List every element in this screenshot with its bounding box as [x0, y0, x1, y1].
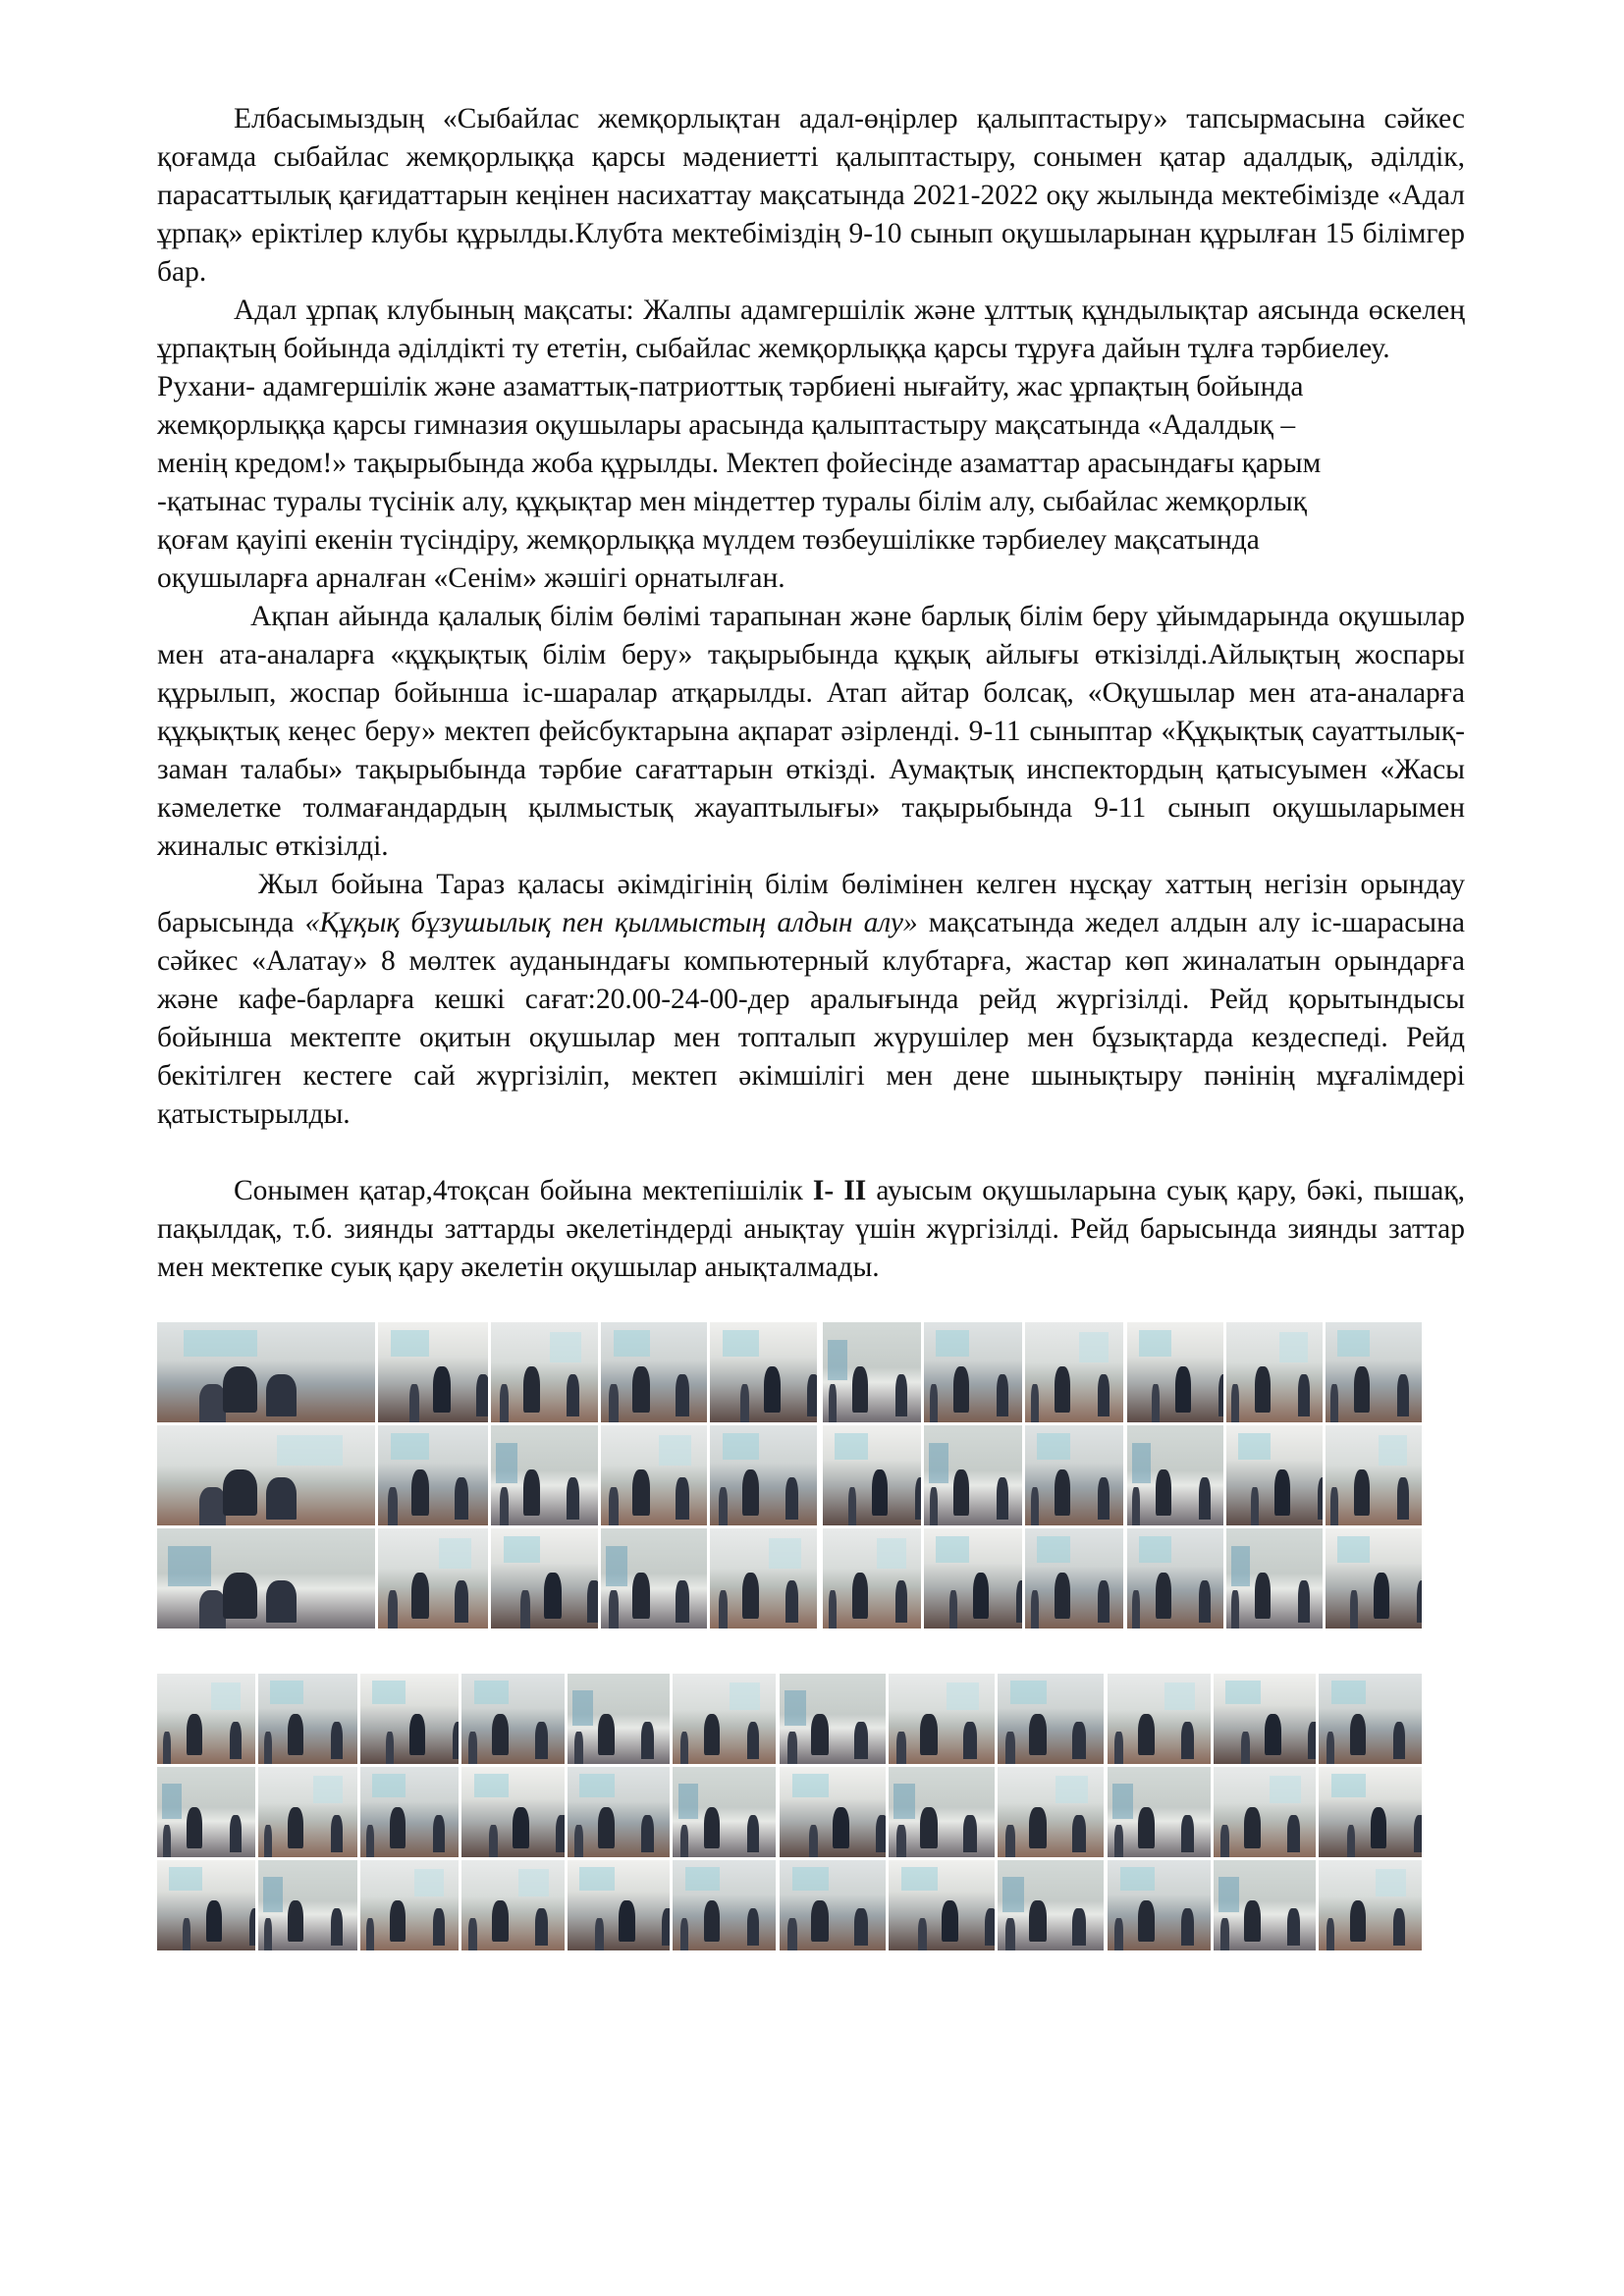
- paragraph-legal-month: Ақпан айында қалалық білім бөлімі тарапынан және барлық білім беру ұйымдарында оқушылар мен ата-аналарға «құқықтық білім беру» тақырыбында құқық айлығы өткізілді.Айлықтың жоспары құрылып, жоспар бойынша іс-шаралар атқарылды. Атап айтар болсақ, «Оқушылар мен ата-аналарға құқықтық кеңес беру» мектеп фейсбуктарына ақпарат әзірленді. 9-11 сыныптар «Құқықтық сауаттылық-заман талабы» тақырыбында тәрбие сағаттарын өткізді. Аумақтық инспектордың қатысуымен «Жасы кәмелетке толмағандардың қылмыстық жауаптылығы» тақырыбында 9-11 сынып оқушыларымен жиналыс өткізілді.: [157, 601, 1465, 862]
- raid-italic-title: «Құқық бұзушылық пен қылмыстың алдын алу»: [304, 907, 918, 938]
- photo: [258, 1674, 356, 1764]
- photo: [360, 1674, 459, 1764]
- photo: [673, 1767, 776, 1857]
- photo-collage-6: [461, 1674, 776, 1950]
- photo: [378, 1322, 488, 1422]
- photo: [360, 1860, 459, 1950]
- raid-text-start: Жыл бойына Тараз қаласы әкімдігінің білім бөлімінен келген нұсқау хаттың негізін орындау барысында: [157, 869, 1465, 938]
- photo: [998, 1767, 1104, 1857]
- photo: [1326, 1528, 1422, 1629]
- photo: [1108, 1674, 1211, 1764]
- photo: [1226, 1425, 1323, 1525]
- photo: [780, 1860, 886, 1950]
- photo: [1326, 1425, 1422, 1525]
- photo: [673, 1674, 776, 1764]
- weapons-text-end: ауысым оқушыларына суық қару, бәкі, пышақ, пақылдақ, т.б. зиянды заттарды әкелетіндерді анықтау үшін жүргізілді. Рейд барысында зиянды заттар мен мектепке суық қару әкелетін оқушылар анықталмады.: [157, 1175, 1466, 1283]
- photo: [710, 1322, 817, 1422]
- photo: [157, 1528, 375, 1629]
- photo: [780, 1767, 886, 1857]
- photo: [491, 1528, 598, 1629]
- photo: [710, 1528, 817, 1629]
- photo: [823, 1425, 921, 1525]
- shift-numbers: I- II: [812, 1175, 867, 1206]
- photo: [1025, 1322, 1123, 1422]
- raid-text-end: мақсатында жедел алдын алу іс-шарасына сәйкес «Алатау» 8 мөлтек ауданындағы компьютерный клубтарға, жастар көп жиналатын орындарға және кафе-барларға кешкі сағат:20.00-24-00-дер аралығында рейд жүргізілді. Рейд қорытындысы бойынша мектепте оқитын оқушылар мен топталып жүрушілер мен бұзықтарда кездеспеді. Рейд бекітілген кестеге сай жүргізіліп, мектеп әкімшілігі мен дене шынықтыру пәнінің мұғалімдері қатыстырылды.: [157, 907, 1465, 1130]
- paragraph-project-adaldyk: [157, 368, 1465, 598]
- photo: [258, 1860, 356, 1950]
- photo: [601, 1528, 708, 1629]
- photo-collage-1b: [378, 1322, 488, 1629]
- photo: [378, 1425, 488, 1525]
- paragraph-line: Рухани- адамгершілік және азаматтық-патриоттық тәрбиені нығайту, жас ұрпақтың бойында: [157, 371, 1304, 402]
- photo: [1214, 1674, 1317, 1764]
- photo: [461, 1860, 565, 1950]
- photo: [601, 1425, 708, 1525]
- paragraph-raid: [157, 866, 1465, 1134]
- photo-collage-2: [491, 1322, 817, 1629]
- photo: [924, 1528, 1022, 1629]
- paragraph-club-founding: Елбасымыздың «Сыбайлас жемқорлықтан адал-өңірлер қалыптастыру» тапсырмасына сәйкес қоғамда сыбайлас жемқорлыққа қарсы мәдениетті қалыптастыру, сонымен қатар адалдық, әділдік, парасаттылық қағидаттарын кеңінен насихаттау мақсатында 2021-2022 оқу жылында мектебімізде «Адал ұрпақ» еріктілер клубы құрылды.Клубта мектебіміздің 9-10 сынып оқушыларынан құрылған 15 білімгер бар.: [157, 103, 1465, 288]
- photo: [1127, 1425, 1223, 1525]
- photo: [998, 1674, 1104, 1764]
- photo: [601, 1322, 708, 1422]
- photo: [157, 1767, 255, 1857]
- photo-collage-3: [823, 1322, 1123, 1629]
- photo: [1214, 1860, 1317, 1950]
- paragraph-line: менің кредом!» тақырыбында жоба құрылды. Мектеп фойесінде азаматтар арасындағы қарым: [157, 448, 1322, 479]
- photo: [673, 1860, 776, 1950]
- photo-collage-7: [780, 1674, 1104, 1950]
- photo: [1226, 1528, 1323, 1629]
- photo: [1319, 1767, 1422, 1857]
- photo: [1326, 1322, 1422, 1422]
- photo-collage-1: [157, 1322, 375, 1629]
- photo: [1319, 1860, 1422, 1950]
- photo: [360, 1767, 459, 1857]
- photo: [568, 1767, 671, 1857]
- photo: [889, 1860, 995, 1950]
- photo: [924, 1425, 1022, 1525]
- photo: [1319, 1674, 1422, 1764]
- photo: [1108, 1860, 1211, 1950]
- photo-collage-8: [1108, 1674, 1422, 1950]
- photo: [568, 1860, 671, 1950]
- paragraph-line: жемқорлыққа қарсы гимназия оқушылары арасында қалыптастыру мақсатында «Адалдық –: [157, 409, 1296, 441]
- photo: [1108, 1767, 1211, 1857]
- photo: [924, 1322, 1022, 1422]
- paragraph-weapons-check: [157, 1172, 1465, 1287]
- photo: [157, 1425, 375, 1525]
- photo: [823, 1528, 921, 1629]
- paragraph-club-goal: Адал ұрпақ клубының мақсаты: Жалпы адамгершілік және ұлттық құндылықтар аясында өскелең ұрпақтың бойында әділдікті ту ететін, сыбайлас жемқорлыққа қарсы тұруға дайын тұлға тәрбиелеу.: [157, 294, 1465, 364]
- weapons-text-start: Сонымен қатар,4тоқсан бойына мектепішілік: [234, 1175, 813, 1206]
- photo: [710, 1425, 817, 1525]
- paragraph-line: оқушыларға арналған «Сенім» жәшігі орнатылған.: [157, 562, 785, 594]
- photo: [461, 1674, 565, 1764]
- photo: [258, 1767, 356, 1857]
- photo-collage-5: [157, 1674, 459, 1950]
- blank-line: [157, 1134, 1465, 1172]
- body-text: [157, 100, 1465, 1287]
- photo: [780, 1674, 886, 1764]
- photo: [1127, 1322, 1223, 1422]
- photo: [378, 1528, 488, 1629]
- photo: [491, 1425, 598, 1525]
- photo: [491, 1322, 598, 1422]
- paragraph-line: -қатынас туралы түсінік алу, құқықтар мен міндеттер туралы білім алу, сыбайлас жемқорлық: [157, 486, 1307, 517]
- photo: [157, 1860, 255, 1950]
- photo: [1025, 1528, 1123, 1629]
- paragraph-line: қоғам қауіпі екенін түсіндіру, жемқорлыққа мүлдем төзбеушілікке тәрбиелеу мақсатында: [157, 524, 1260, 556]
- photo: [889, 1767, 995, 1857]
- photo: [1226, 1322, 1323, 1422]
- photo: [998, 1860, 1104, 1950]
- photo: [461, 1767, 565, 1857]
- photo: [1127, 1528, 1223, 1629]
- photo: [1025, 1425, 1123, 1525]
- photo: [1214, 1767, 1317, 1857]
- photo: [157, 1322, 375, 1422]
- photo: [157, 1674, 255, 1764]
- photo: [823, 1322, 921, 1422]
- photo-collage-4: [1127, 1322, 1422, 1629]
- photo: [568, 1674, 671, 1764]
- photo: [889, 1674, 995, 1764]
